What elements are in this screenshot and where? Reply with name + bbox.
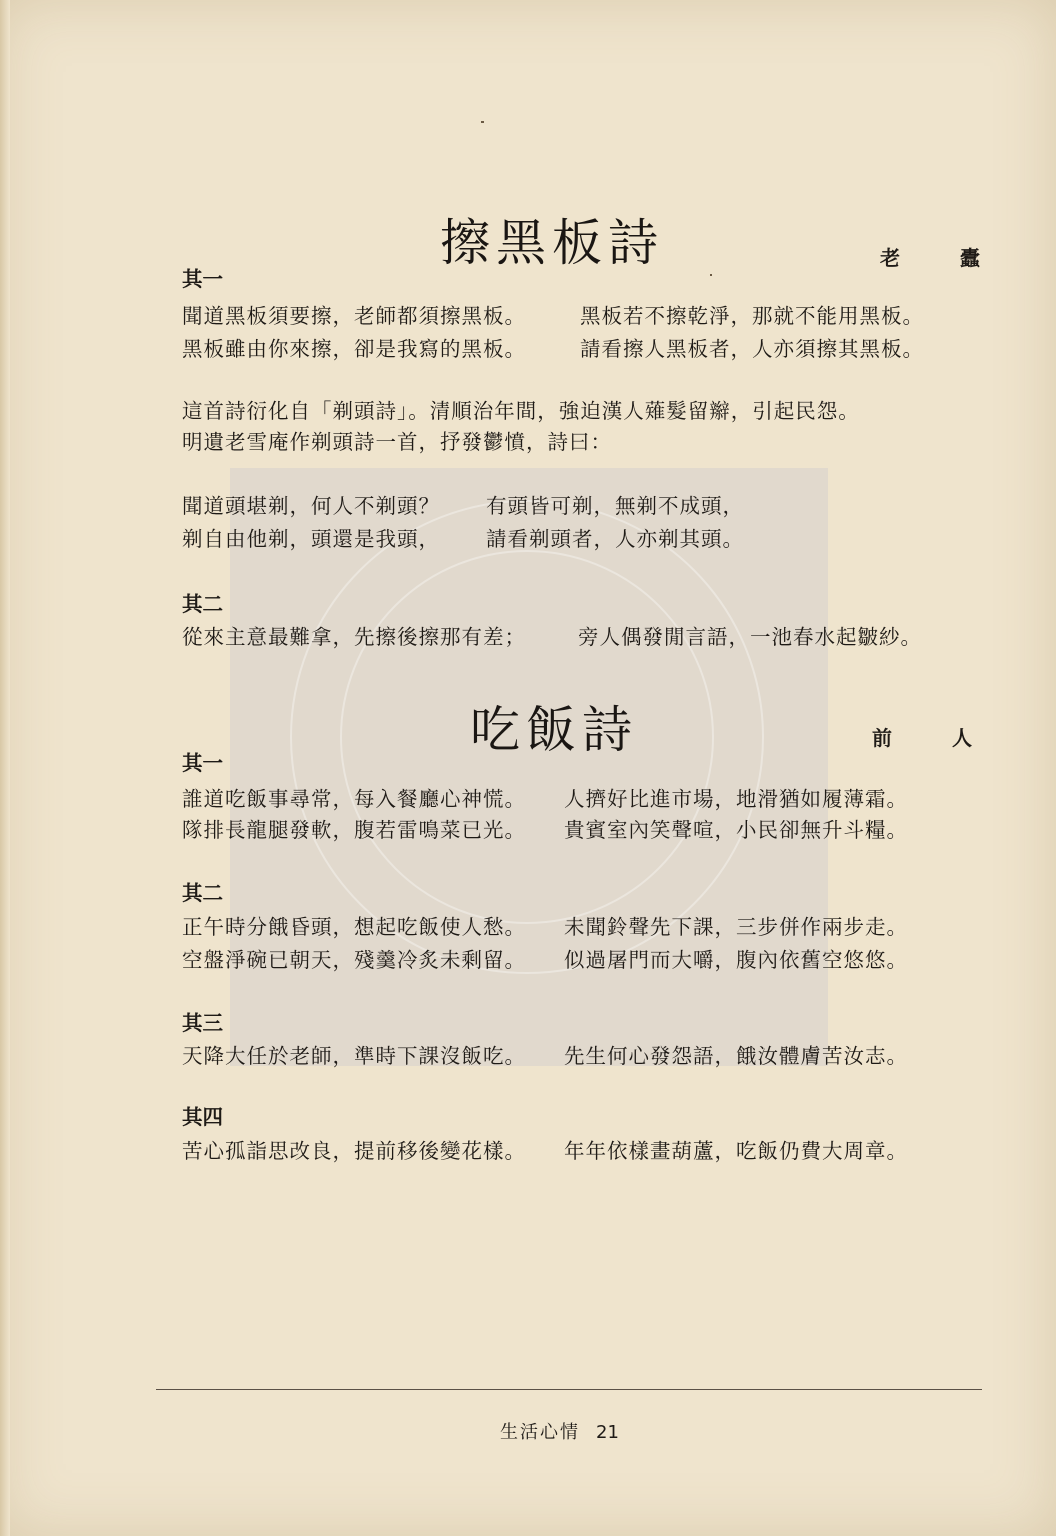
poem2-s1-line-2a: 隊排長龍腿發軟，腹若雷鳴菜已光。	[182, 818, 526, 842]
poem2-section-1-heading: 其一	[182, 751, 223, 775]
poem1-line-1b: 黑板若不擦乾淨，那就不能用黑板。	[580, 304, 924, 328]
poem2-s2-line-2a: 空盤淨碗已朝天，殘羹冷炙未剩留。	[182, 948, 526, 972]
poem1-part2-heading: 其二	[182, 592, 223, 616]
poem2-section-3-heading: 其三	[182, 1011, 223, 1035]
poem2-s4-line-1b: 年年依樣畫葫蘆，吃飯仍費大周章。	[564, 1139, 908, 1163]
page-spine-shadow	[0, 0, 10, 1536]
page-footer	[500, 1418, 619, 1444]
quoted-line-2a: 剃自由他剃，頭還是我頭，	[182, 527, 440, 551]
poem2-section-2-heading: 其二	[182, 881, 223, 905]
poem2-s1-line-2b: 貴賓室內笑聲喧，小民卻無升斗糧。	[564, 818, 908, 842]
poem2-section-4-heading: 其四	[182, 1105, 223, 1129]
footer-divider	[156, 1389, 982, 1390]
poem1-author: 老 蠹	[880, 246, 1000, 270]
quoted-line-2b: 請看剃頭者，人亦剃其頭。	[486, 527, 744, 551]
poem1-part2-line-a: 從來主意最難拿，先擦後擦那有差；	[182, 625, 526, 649]
note-line-1: 這首詩衍化自「剃頭詩」。清順治年間，強迫漢人薙髮留辮，引起民怨。	[182, 399, 860, 423]
paper-speck	[710, 274, 712, 276]
poem2-s3-line-1a: 天降大任於老師，準時下課沒飯吃。	[182, 1044, 526, 1068]
footer-label: 生活心情	[500, 1422, 580, 1443]
poem2-author: 前 人	[872, 726, 992, 750]
poem2-title: 吃飯詩	[470, 701, 638, 759]
poem2-s4-line-1a: 苦心孤詣思改良，提前移後變花樣。	[182, 1139, 526, 1163]
poem1-title: 擦黑板詩	[440, 214, 664, 272]
quoted-line-1b: 有頭皆可剃，無剃不成頭，	[486, 494, 744, 518]
poem2-s2-line-1a: 正午時分餓昏頭，想起吃飯使人愁。	[182, 915, 526, 939]
poem1-line-2b: 請看擦人黑板者，人亦須擦其黑板。	[580, 337, 924, 361]
quoted-line-1a: 聞道頭堪剃，何人不剃頭？	[182, 494, 440, 518]
poem2-s1-line-1b: 人擠好比進市場，地滑猶如履薄霜。	[564, 787, 908, 811]
poem2-s2-line-2b: 似過屠門而大嚼，腹內依舊空悠悠。	[564, 948, 908, 972]
poem2-s3-line-1b: 先生何心發怨語，餓汝體膚苦汝志。	[564, 1044, 908, 1068]
note-line-2: 明遺老雪庵作剃頭詩一首，抒發鬱憤，詩曰：	[182, 430, 612, 454]
poem2-s1-line-1a: 誰道吃飯事尋常，每入餐廳心神慌。	[182, 787, 526, 811]
page-number: 21	[596, 1422, 619, 1443]
poem2-s2-line-1b: 未聞鈴聲先下課，三步併作兩步走。	[564, 915, 908, 939]
poem1-part2-line-b: 旁人偶發閒言語，一池春水起皺紗。	[578, 625, 922, 649]
poem1-line-1a: 聞道黑板須要擦，老師都須擦黑板。	[182, 304, 526, 328]
poem1-line-2a: 黑板雖由你來擦，卻是我寫的黑板。	[182, 337, 526, 361]
paper-speck	[481, 121, 484, 123]
poem1-part1-heading: 其一	[182, 267, 223, 291]
